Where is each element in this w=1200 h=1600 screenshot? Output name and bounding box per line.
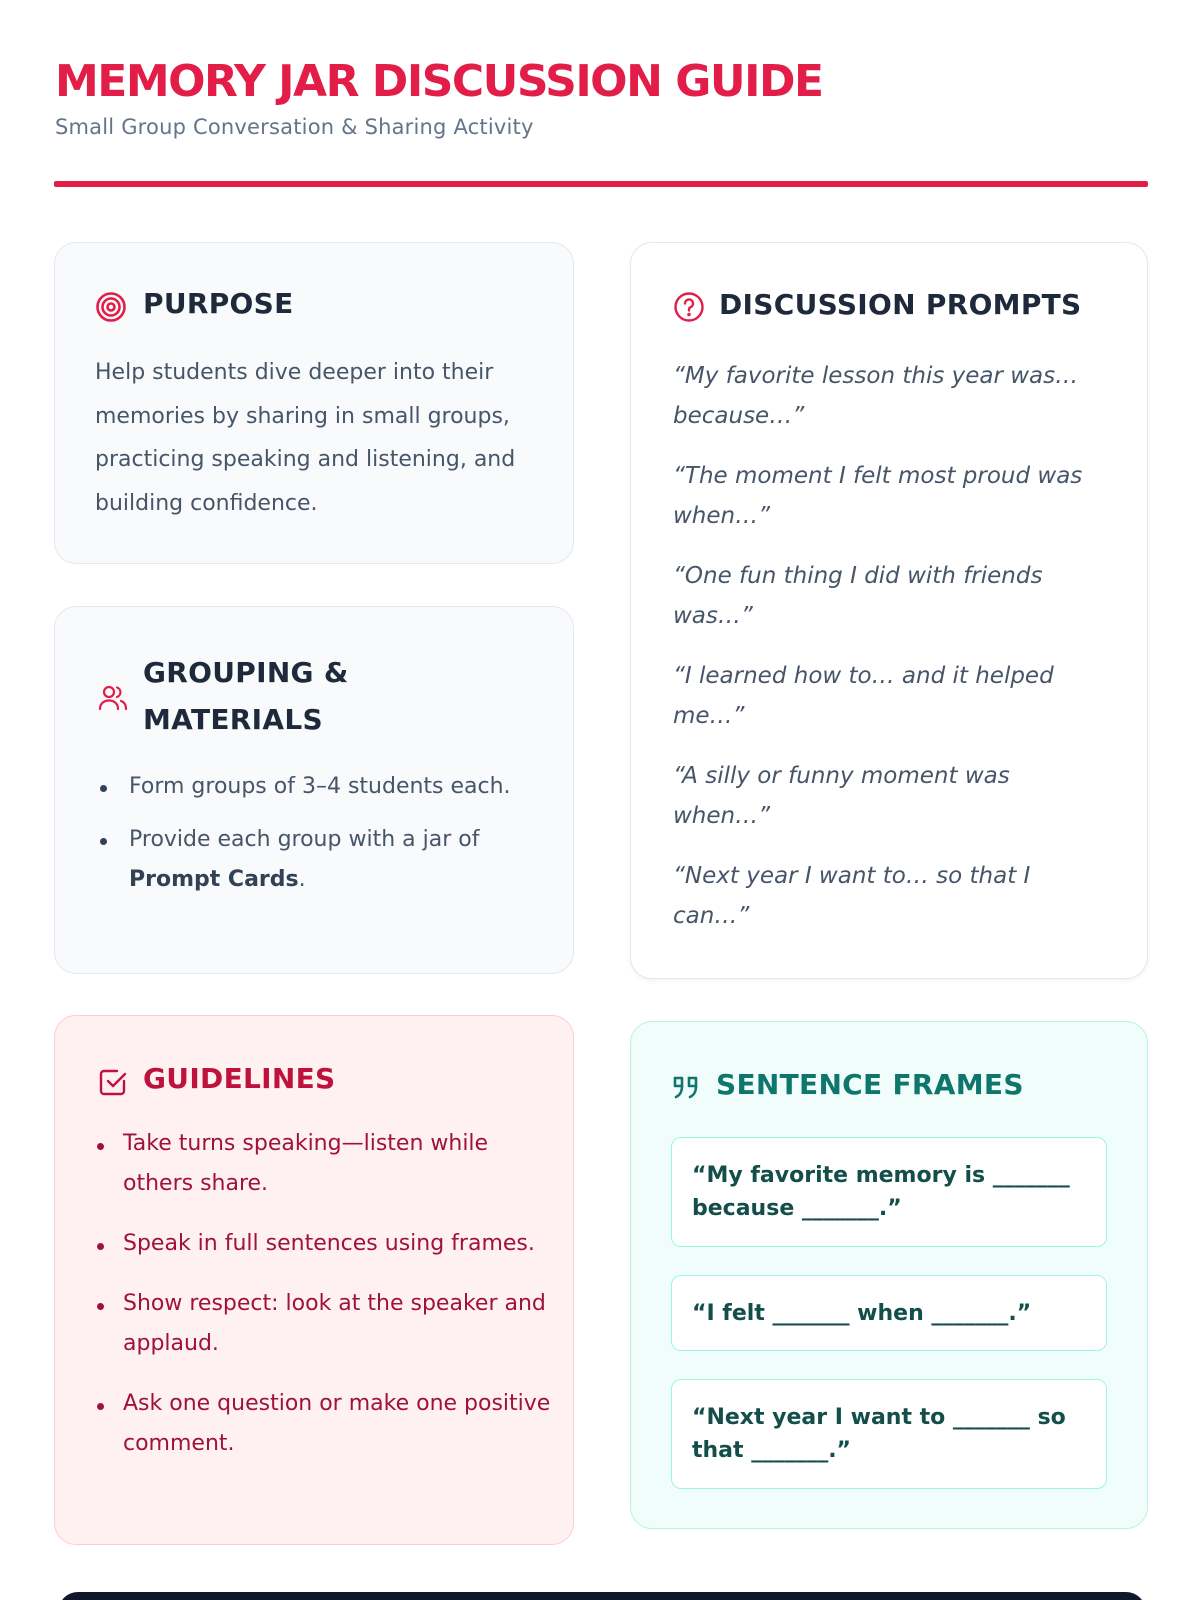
list-item [95,820,535,900]
prompt-item: “My favorite lesson this year was… because…” [673,363,1079,429]
prompt-item: “One fun thing I did with friends was…” [673,563,1043,629]
list-item-text: . [298,867,306,892]
header-divider [54,181,1148,187]
target-icon [95,291,127,323]
checkbox-icon [97,1066,129,1098]
prompts-heading: DISCUSSION PROMPTS [719,288,1082,321]
sentence-frames-heading: SENTENCE FRAMES [716,1068,1024,1101]
list-item: Show respect: look at the speaker and applaud. [95,1284,555,1364]
sentence-frames-card [630,1021,1148,1529]
sentence-frame [671,1275,1107,1351]
sentence-frame [671,1379,1107,1489]
sentence-frame-text: “I felt _______ when _______.” [692,1300,1032,1326]
purpose-text: Help students dive deeper into their memories by sharing in small groups, practicing speaking and listening, and building confidence. [95,360,516,516]
list-item-text: Provide each group with a jar of [129,827,480,852]
prompts-card [630,242,1148,979]
prompt-cards-emphasis: Prompt Cards [129,867,299,892]
page-subtitle: Small Group Conversation & Sharing Activity [55,115,534,139]
list-item: Take turns speaking—listen while others share. [95,1124,555,1204]
sentence-frame [671,1137,1107,1247]
guidelines-heading: GUIDELINES [143,1062,336,1095]
prompt-item: “Next year I want to… so that I can…” [673,863,1031,929]
purpose-heading: PURPOSE [143,287,294,320]
question-circle-icon [673,291,705,323]
grouping-list [95,767,535,913]
prompts-list [673,356,1113,956]
list-item: Form groups of 3–4 students each. [95,767,535,807]
page-header [55,52,1147,139]
guidelines-card [54,1015,574,1545]
prompt-item: “A silly or funny moment was when…” [673,763,1010,829]
guidelines-list [95,1124,555,1484]
grouping-card [54,606,574,974]
page-title: MEMORY JAR DISCUSSION GUIDE [55,56,823,107]
quote-icon [671,1072,703,1104]
purpose-card [54,242,574,564]
footer-banner-edge [58,1592,1146,1600]
prompt-item: “I learned how to… and it helped me…” [673,663,1054,729]
list-item: Ask one question or make one positive comment. [95,1384,555,1464]
prompt-item: “The moment I felt most proud was when…” [673,463,1083,529]
sentence-frame-text: “My favorite memory is _______ because _______.” [692,1163,1070,1221]
grouping-heading: GROUPING & MATERIALS [143,656,349,736]
sentence-frame-text: “Next year I want to _______ so that _______.” [692,1405,1066,1463]
users-icon [97,682,129,714]
list-item: Speak in full sentences using frames. [95,1224,555,1264]
